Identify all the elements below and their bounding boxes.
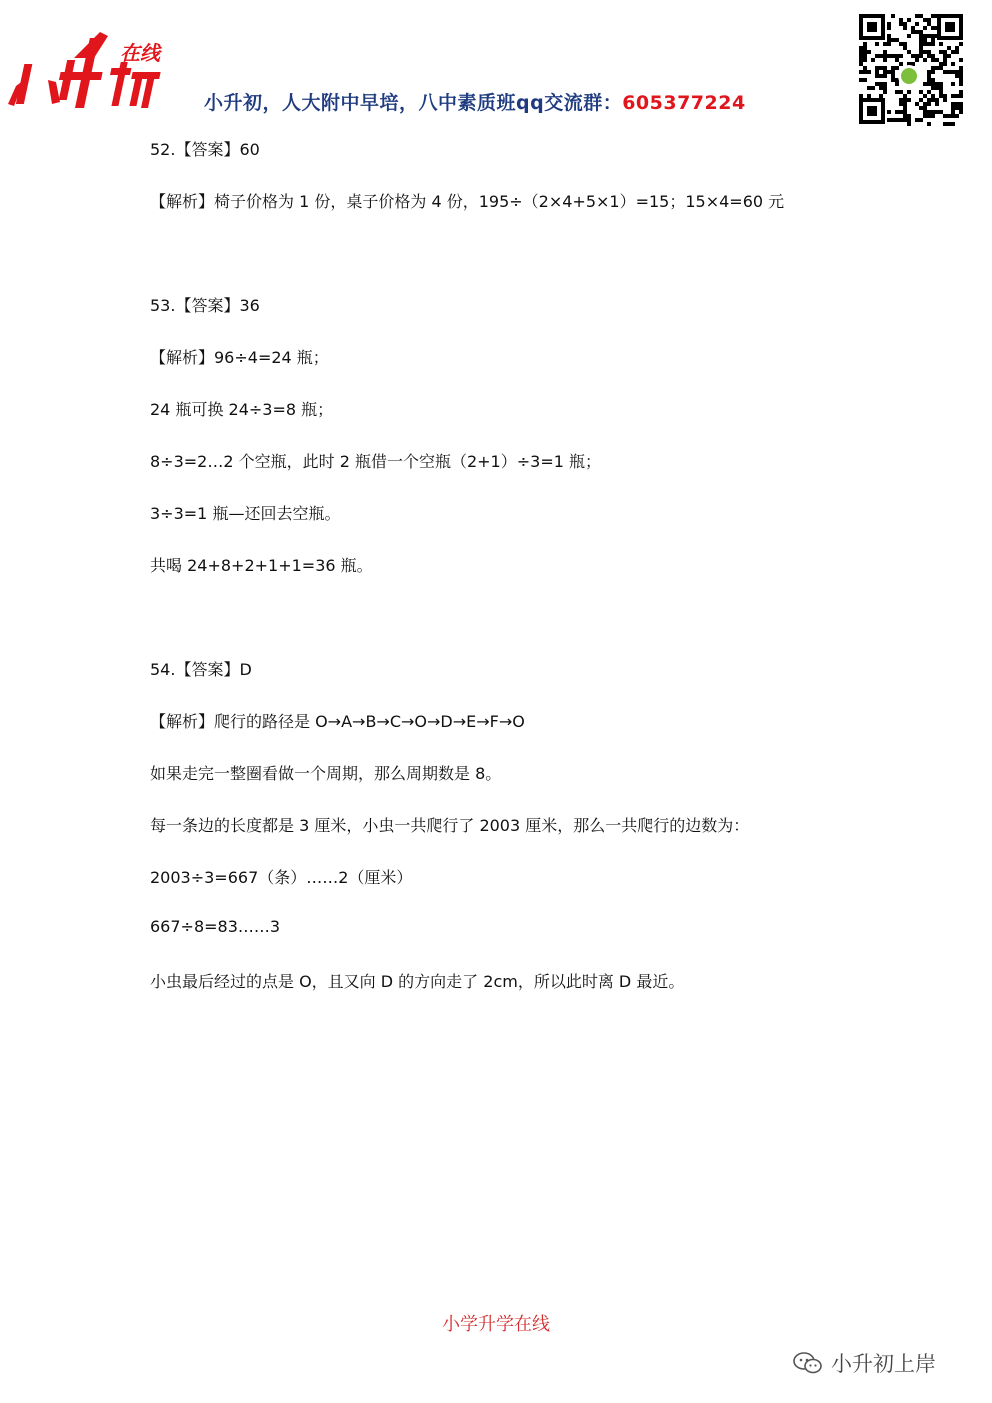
- qr-module: [935, 110, 939, 114]
- qr-module: [955, 106, 959, 110]
- header-title-text: 小升初，人大附中早培，八中素质班qq交流群：: [204, 92, 623, 114]
- qr-module: [939, 50, 943, 54]
- qr-module: [879, 66, 883, 70]
- qr-module: [899, 102, 903, 106]
- qr-module: [891, 70, 895, 74]
- qr-module: [875, 70, 879, 74]
- qr-module: [863, 58, 867, 62]
- qr-module: [871, 58, 875, 62]
- qr-module: [867, 70, 871, 74]
- qr-module: [927, 54, 931, 58]
- qr-module: [919, 90, 923, 94]
- qr-module: [859, 94, 863, 98]
- qr-module: [919, 54, 923, 58]
- qr-module: [951, 114, 955, 118]
- qr-module: [931, 94, 935, 98]
- qr-module: [943, 58, 947, 62]
- qr-module: [859, 54, 863, 58]
- answer-53-explanation-line: 3÷3=1 瓶—还回去空瓶。: [150, 504, 341, 523]
- qr-module: [927, 110, 931, 114]
- qr-module: [927, 90, 931, 94]
- qr-module: [959, 106, 963, 110]
- qr-module: [911, 54, 915, 58]
- brand-logo: [8, 28, 180, 118]
- qr-module: [923, 102, 927, 106]
- qr-module: [875, 54, 879, 58]
- qr-module: [895, 58, 899, 62]
- qr-module: [903, 26, 907, 30]
- answer-54-heading: 54.【答案】D: [150, 660, 252, 679]
- qr-module: [915, 22, 919, 26]
- qr-module: [903, 118, 907, 122]
- qr-module: [959, 90, 963, 94]
- qr-module: [951, 122, 955, 126]
- qr-module: [931, 26, 935, 30]
- qr-module: [959, 110, 963, 114]
- answer-54-explanation-line: 【解析】爬行的路径是 O→A→B→C→O→D→E→F→O: [150, 712, 525, 731]
- qr-module: [899, 98, 903, 102]
- qr-module: [919, 34, 923, 38]
- answer-53-explanation-line: 【解析】96÷4=24 瓶；: [150, 348, 329, 367]
- qr-module: [955, 50, 959, 54]
- qr-module: [939, 94, 943, 98]
- qr-module: [895, 66, 899, 70]
- qr-module: [923, 42, 927, 46]
- qr-module: [883, 70, 887, 74]
- qr-module: [883, 90, 887, 94]
- qr-module: [951, 94, 955, 98]
- qr-module: [927, 102, 931, 106]
- qr-module: [859, 46, 863, 50]
- qr-module: [887, 118, 891, 122]
- qr-module: [903, 42, 907, 46]
- qr-module: [863, 54, 867, 58]
- qr-module: [907, 98, 911, 102]
- qr-module: [859, 62, 863, 66]
- qr-module: [955, 114, 959, 118]
- qr-module: [927, 74, 931, 78]
- qr-module: [919, 98, 923, 102]
- qr-module: [927, 50, 931, 54]
- qr-module: [919, 30, 923, 34]
- qr-module: [899, 110, 903, 114]
- qr-module: [891, 66, 895, 70]
- answer-54-explanation-line: 2003÷3=667（条）……2（厘米）: [150, 868, 413, 887]
- qr-module: [919, 14, 923, 18]
- qr-module: [927, 22, 931, 26]
- qr-module: [903, 110, 907, 114]
- qr-module: [887, 22, 891, 26]
- qr-module: [891, 118, 895, 122]
- answer-54-explanation-line: 小虫最后经过的点是 O，且又向 D 的方向走了 2cm，所以此时离 D 最近。: [150, 972, 685, 991]
- qr-module: [939, 42, 943, 46]
- qr-module: [875, 82, 879, 86]
- qr-module: [931, 14, 935, 18]
- qr-module: [859, 50, 863, 54]
- qr-module: [935, 26, 939, 30]
- qr-module: [935, 86, 939, 90]
- qr-module: [939, 82, 943, 86]
- qr-module: [895, 90, 899, 94]
- qr-module: [927, 122, 931, 126]
- qr-module: [923, 26, 927, 30]
- qr-module: [923, 82, 927, 86]
- qr-module: [903, 106, 907, 110]
- qr-module: [947, 70, 951, 74]
- qr-module: [907, 50, 911, 54]
- qr-module: [951, 50, 955, 54]
- qr-module: [947, 114, 951, 118]
- qr-module: [959, 78, 963, 82]
- qr-module: [887, 70, 891, 74]
- qr-module: [943, 94, 947, 98]
- qr-module: [899, 90, 903, 94]
- qr-module: [859, 70, 863, 74]
- qr-module: [943, 122, 947, 126]
- qr-module: [895, 118, 899, 122]
- qr-module: [919, 106, 923, 110]
- qr-module: [883, 54, 887, 58]
- qr-module: [959, 74, 963, 78]
- brand-logo-graphic: [8, 28, 180, 118]
- qr-module: [931, 110, 935, 114]
- qr-module: [959, 42, 963, 46]
- qr-module: [859, 58, 863, 62]
- qr-module: [923, 106, 927, 110]
- qr-module: [931, 34, 935, 38]
- qr-module: [871, 86, 875, 90]
- qr-module: [915, 102, 919, 106]
- qr-module: [927, 18, 931, 22]
- qr-module: [863, 50, 867, 54]
- qr-module: [955, 46, 959, 50]
- qr-module: [943, 54, 947, 58]
- qr-module: [895, 38, 899, 42]
- qr-module: [939, 110, 943, 114]
- header-title: [204, 88, 746, 115]
- qr-module: [895, 54, 899, 58]
- qr-module: [915, 30, 919, 34]
- qr-module: [899, 54, 903, 58]
- qr-module: [883, 74, 887, 78]
- qr-module: [935, 98, 939, 102]
- qr-module: [931, 114, 935, 118]
- qr-module: [951, 62, 955, 66]
- qr-module: [939, 86, 943, 90]
- qr-module: [907, 122, 911, 126]
- qr-module: [927, 78, 931, 82]
- qr-module: [907, 114, 911, 118]
- qr-module: [947, 54, 951, 58]
- qr-module: [879, 86, 883, 90]
- qr-module: [883, 66, 887, 70]
- qr-module: [923, 18, 927, 22]
- qr-module: [899, 22, 903, 26]
- qr-module: [927, 82, 931, 86]
- qr-module: [931, 70, 935, 74]
- qr-module: [947, 122, 951, 126]
- qr-module: [863, 42, 867, 46]
- qr-module: [935, 82, 939, 86]
- qr-module: [863, 46, 867, 50]
- qr-module: [887, 34, 891, 38]
- qr-module: [875, 74, 879, 78]
- qr-module: [887, 42, 891, 46]
- qr-module: [959, 94, 963, 98]
- qr-module: [915, 14, 919, 18]
- qr-module: [891, 38, 895, 42]
- qr-module: [907, 18, 911, 22]
- qr-module: [883, 86, 887, 90]
- qr-module: [923, 50, 927, 54]
- qr-module: [931, 66, 935, 70]
- qr-module: [959, 82, 963, 86]
- qr-module: [883, 50, 887, 54]
- qr-module: [951, 106, 955, 110]
- answer-53-heading: 53.【答案】36: [150, 296, 260, 315]
- qr-module: [927, 70, 931, 74]
- qr-module: [935, 14, 939, 18]
- qr-module: [959, 66, 963, 70]
- qr-module: [915, 54, 919, 58]
- qr-module: [931, 58, 935, 62]
- svg-text:在线: 在线: [120, 41, 160, 65]
- qr-module: [859, 78, 863, 82]
- qr-module: [911, 26, 915, 30]
- qr-module: [923, 58, 927, 62]
- qr-code-icon: [857, 12, 965, 126]
- answer-54-explanation-line: 每一条边的长度都是 3 厘米，小虫一共爬行了 2003 厘米，那么一共爬行的边数为：: [150, 816, 750, 835]
- qr-module: [943, 50, 947, 54]
- qr-module: [943, 98, 947, 102]
- qr-module: [951, 82, 955, 86]
- qr-module: [931, 42, 935, 46]
- qr-module: [887, 38, 891, 42]
- qr-module: [931, 78, 935, 82]
- qr-module: [919, 38, 923, 42]
- qr-code-graphic: [857, 12, 965, 126]
- qr-module: [895, 110, 899, 114]
- watermark: [793, 1348, 936, 1378]
- qr-module: [879, 74, 883, 78]
- qr-module: [883, 58, 887, 62]
- qr-module: [955, 70, 959, 74]
- wechat-icon: [793, 1351, 823, 1375]
- qr-module: [915, 118, 919, 122]
- qr-module: [907, 34, 911, 38]
- qr-module: [895, 82, 899, 86]
- qr-module: [863, 66, 867, 70]
- qr-module: [863, 70, 867, 74]
- qr-module: [955, 74, 959, 78]
- qr-module: [883, 82, 887, 86]
- qr-module: [891, 14, 895, 18]
- qr-module: [911, 30, 915, 34]
- qr-module: [903, 102, 907, 106]
- answer-54-explanation-line: 如果走完一整圈看做一个周期，那么周期数是 8。: [150, 764, 502, 783]
- qr-module: [947, 46, 951, 50]
- qr-module: [879, 54, 883, 58]
- qr-module: [919, 118, 923, 122]
- qr-module: [931, 38, 935, 42]
- qr-module: [927, 114, 931, 118]
- qr-module: [919, 50, 923, 54]
- qr-module: [959, 102, 963, 106]
- answer-52-explanation: 【解析】椅子价格为 1 份，桌子价格为 4 份，195÷（2×4+5×1）=15；15×4=60 元: [150, 192, 785, 211]
- qr-module: [927, 34, 931, 38]
- qr-module: [903, 46, 907, 50]
- qr-module: [887, 54, 891, 58]
- qr-module: [899, 62, 903, 66]
- answer-52-heading: 52.【答案】60: [150, 140, 260, 159]
- qr-module: [899, 42, 903, 46]
- qr-module: [867, 86, 871, 90]
- footer-text: 小学升学在线: [442, 1314, 550, 1335]
- qr-module: [951, 102, 955, 106]
- qr-module: [891, 54, 895, 58]
- qr-module: [951, 110, 955, 114]
- qr-module: [887, 26, 891, 30]
- qr-module: [903, 22, 907, 26]
- qr-module: [923, 110, 927, 114]
- qr-module: [915, 58, 919, 62]
- watermark-text: 小升初上岸: [831, 1352, 936, 1376]
- answer-54-explanation-line: 667÷8=83……3: [150, 917, 281, 936]
- qr-module: [927, 98, 931, 102]
- qr-module: [923, 114, 927, 118]
- qr-module: [867, 94, 871, 98]
- qq-number: 605377224: [622, 92, 746, 114]
- qr-module: [903, 98, 907, 102]
- qr-module: [927, 42, 931, 46]
- qr-module: [907, 90, 911, 94]
- qr-module: [923, 94, 927, 98]
- qr-module: [879, 82, 883, 86]
- qr-module: [959, 70, 963, 74]
- qr-module: [867, 50, 871, 54]
- qr-module: [951, 70, 955, 74]
- qr-module: [907, 118, 911, 122]
- qr-module: [935, 58, 939, 62]
- qr-module: [931, 82, 935, 86]
- qr-module: [903, 94, 907, 98]
- qr-module: [891, 74, 895, 78]
- qr-module: [935, 34, 939, 38]
- qr-module: [863, 78, 867, 82]
- qr-module: [955, 94, 959, 98]
- qr-module: [923, 38, 927, 42]
- qr-module: [931, 86, 935, 90]
- qr-module: [919, 42, 923, 46]
- qr-module: [883, 42, 887, 46]
- answer-53-explanation-line: 8÷3=2…2 个空瓶，此时 2 瓶借一个空瓶（2+1）÷3=1 瓶；: [150, 452, 601, 471]
- qr-module: [879, 94, 883, 98]
- qr-module: [919, 46, 923, 50]
- qr-module: [923, 34, 927, 38]
- answer-53-explanation-line: 24 瓶可换 24÷3=8 瓶；: [150, 400, 334, 419]
- qr-module: [899, 18, 903, 22]
- qr-module: [887, 110, 891, 114]
- qr-module: [943, 114, 947, 118]
- qr-module: [943, 70, 947, 74]
- qr-module: [899, 118, 903, 122]
- qr-module: [939, 62, 943, 66]
- qr-module: [943, 62, 947, 66]
- qr-module: [875, 66, 879, 70]
- qr-module: [891, 78, 895, 82]
- qr-module: [959, 58, 963, 62]
- qr-module: [931, 98, 935, 102]
- qr-module: [955, 102, 959, 106]
- qr-module: [875, 42, 879, 46]
- qr-module: [935, 66, 939, 70]
- qr-module: [931, 54, 935, 58]
- qr-module: [939, 90, 943, 94]
- qr-module: [903, 114, 907, 118]
- answer-53-explanation-line: 共喝 24+8+2+1+1=36 瓶。: [150, 556, 373, 575]
- qr-module: [939, 66, 943, 70]
- qr-module: [935, 102, 939, 106]
